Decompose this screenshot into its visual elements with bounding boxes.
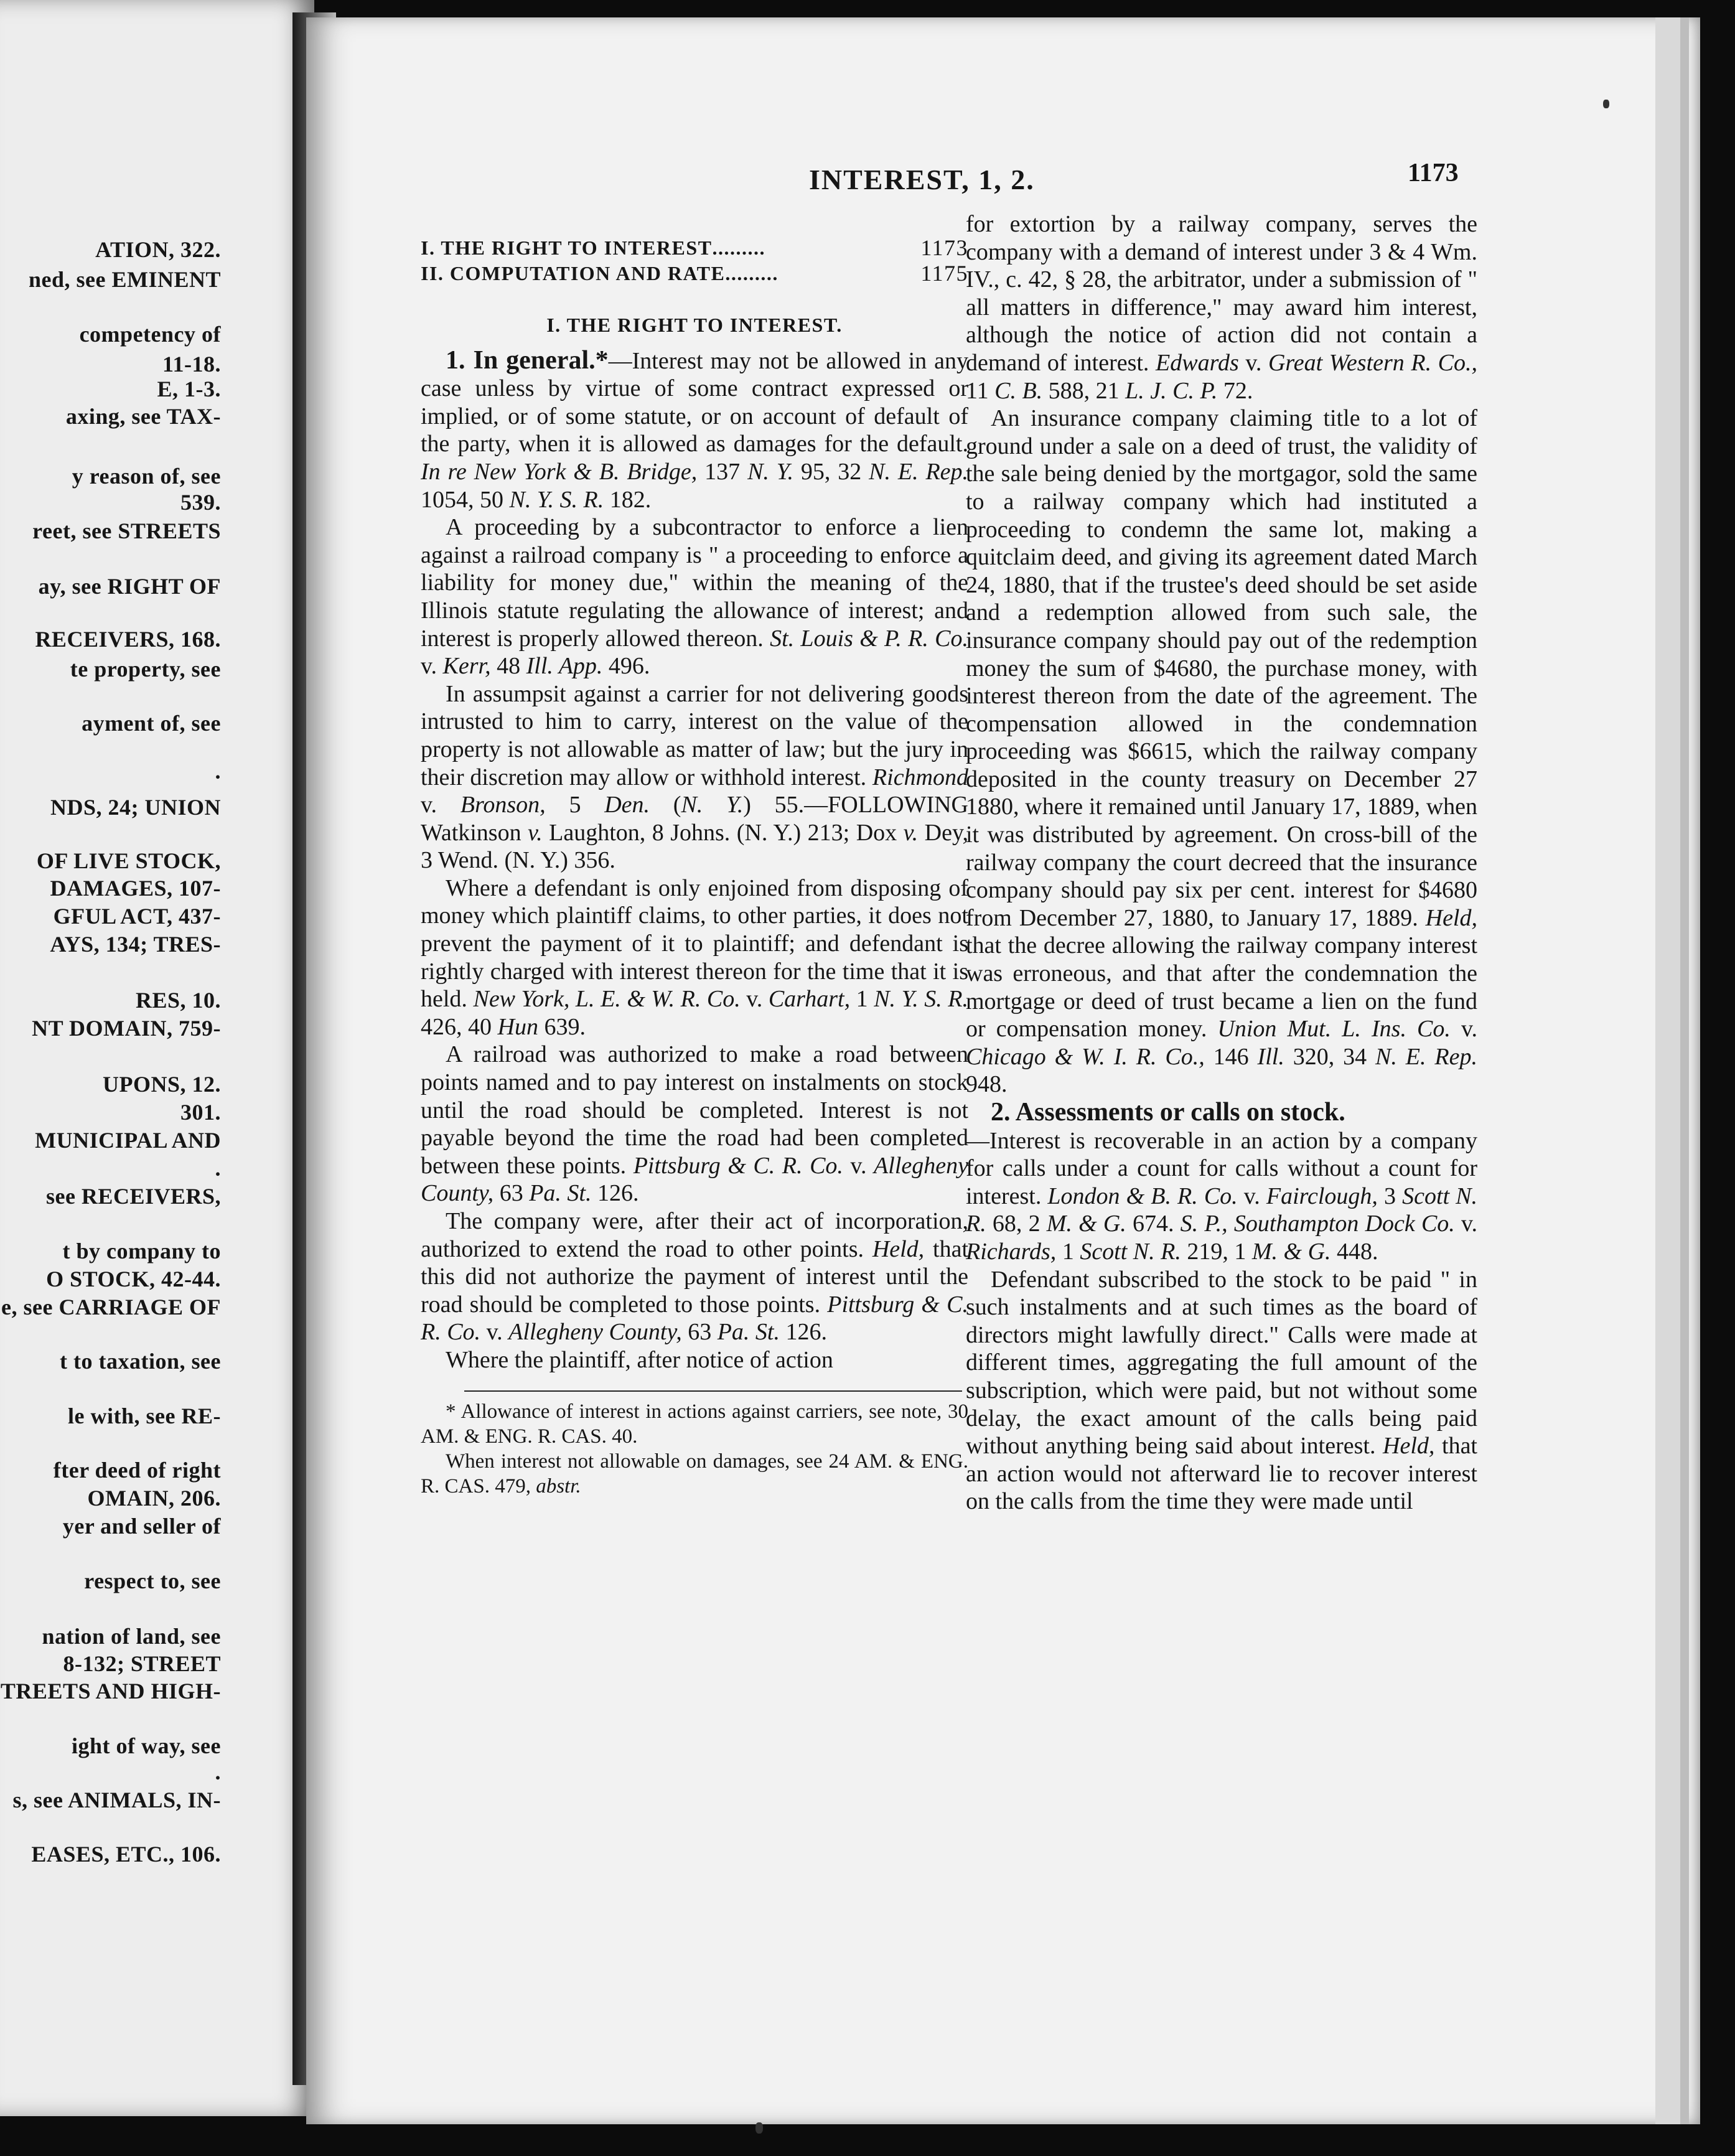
left-index-fragment: 11-18. — [162, 352, 221, 377]
text: 1 — [850, 986, 874, 1013]
text: 126. — [591, 1180, 639, 1207]
left-index-fragment: AYS, 134; TRES- — [50, 932, 221, 957]
toc-entry-title: II. COMPUTATION AND RATE — [421, 262, 726, 284]
left-index-fragment: s, see ANIMALS, IN- — [12, 1788, 221, 1812]
left-index-fragment: respect to, see — [84, 1568, 221, 1593]
citation: L. J. C. P. — [1125, 377, 1218, 404]
text: 320, 34 — [1284, 1043, 1376, 1070]
left-page-index-fragments — [0, 0, 314, 2116]
text: v. — [1450, 1016, 1478, 1043]
citation: N. E. Rep. — [1375, 1043, 1477, 1070]
text: 63 — [681, 1319, 718, 1346]
toc-entry-page: 1175 — [920, 261, 968, 286]
citation: C. B. — [994, 377, 1043, 404]
left-index-fragment: t by company to — [62, 1239, 221, 1263]
text: 219, 1 — [1181, 1238, 1252, 1265]
citation: M. & G. — [1046, 1211, 1126, 1237]
citation: Carhart, — [768, 986, 851, 1013]
page-edge — [1655, 17, 1680, 2124]
text: for extortion by a railway company, serves the company with a demand of interest under 3 & 4 Wm. IV., c. 42, § 28, the arbitrator, under a submission of " all matters in difference," may award him interest, although the notice of action did not contain a demand of interest. — [966, 211, 1477, 376]
citation: Pittsburg & C. R. Co. — [633, 1152, 843, 1179]
text: v. — [421, 792, 461, 818]
text: ) 55.—FOLLOWING Watkinson — [421, 792, 968, 846]
text: v. — [1237, 1183, 1266, 1209]
citation: N. Y. S. R. — [874, 986, 968, 1013]
left-index-fragment: ay, see RIGHT OF — [38, 574, 221, 599]
citation: N. Y. — [681, 792, 744, 818]
toc-entry — [421, 235, 968, 261]
text: 72. — [1217, 377, 1253, 404]
text: 426, 40 — [421, 1013, 498, 1040]
left-index-fragment: 301. — [180, 1100, 221, 1125]
left-index-fragment: TREETS AND HIGH- — [0, 1679, 221, 1704]
citation: Den. — [604, 792, 650, 818]
text: ( — [650, 792, 681, 818]
left-index-fragment: E, 1-3. — [157, 377, 221, 401]
left-index-fragment: ayment of, see — [82, 711, 221, 736]
paragraph — [421, 874, 968, 1041]
running-header: INTEREST, 1, 2. — [809, 164, 1035, 195]
text: 5 — [545, 792, 605, 818]
left-index-fragment: 8-132; STREET — [63, 1651, 221, 1676]
citation: Chicago & W. I. R. Co., — [966, 1043, 1205, 1070]
left-index-fragment: 539. — [180, 490, 221, 515]
left-index-fragment: . — [215, 759, 221, 784]
citation: Ill. — [1257, 1043, 1284, 1070]
paragraph — [421, 1207, 968, 1346]
citation: Pa. St. — [717, 1319, 780, 1346]
paragraph — [421, 513, 968, 680]
citation: v. — [528, 819, 543, 846]
citation: London & B. R. Co. — [1047, 1183, 1238, 1209]
left-index-fragment: RES, 10. — [135, 988, 221, 1013]
text: v. — [1238, 349, 1268, 376]
left-index-fragment: nation of land, see — [42, 1624, 221, 1649]
left-index-fragment: le with, see RE- — [68, 1404, 221, 1428]
left-index-fragment: yer and seller of — [62, 1514, 221, 1539]
citation: Allegheny County, — [421, 1152, 968, 1207]
left-index-fragment: . — [215, 1760, 221, 1784]
table-of-contents — [421, 235, 968, 286]
text: 146 — [1204, 1043, 1258, 1070]
citation: Ill. App. — [526, 653, 603, 680]
text: 182. — [604, 486, 652, 513]
page-edge-shadow — [1680, 17, 1689, 2124]
left-index-fragment: DAMAGES, 107- — [50, 876, 221, 901]
paragraph — [421, 1041, 968, 1207]
left-index-fragment: GFUL ACT, 437- — [53, 904, 221, 929]
citation: Allegheny County, — [508, 1319, 682, 1346]
left-index-fragment: EASES, ETC., 106. — [31, 1842, 221, 1867]
citation: Scott N. R. — [966, 1183, 1477, 1237]
left-index-fragment: RECEIVERS, 168. — [35, 627, 221, 652]
left-index-fragment: UPONS, 12. — [102, 1072, 221, 1097]
paragraph — [421, 347, 968, 514]
text: 95, 32 — [793, 458, 869, 485]
left-index-fragment: te property, see — [70, 657, 221, 682]
text: v. — [1454, 1211, 1478, 1237]
text: An insurance company claiming title to a lot of ground under a sale on a deed of trust, the validity of the sale being denied by the mortgagor, sold the same to a railway company which had instituted a proceeding to condemn the same lot, making a quitclaim deed, and giving its agreement dated March 24, 1880, that if the trustee's deed should be set aside and a redemption allowed from such sale, the insurance company should pay out of the redemption money the sum of $4680, the purchase money, with interest thereon from the date of the agreement. The compensation allowed in the condemnation proceeding was $6615, which the railway company deposited in the county treasury on December 27 1880, where it remained until January 17, 1889, when it was distributed by agreement. On cross-bill of the railway company the court decreed that the insurance company should pay six per cent. interest for $4680 from December 27, 1880, to January 17, 1889. — [966, 405, 1477, 931]
left-index-fragment: O STOCK, 42-44. — [46, 1267, 221, 1291]
left-index-fragment: ned, see EMINENT — [28, 267, 221, 292]
left-index-fragment: e, see CARRIAGE OF — [1, 1295, 221, 1319]
text: The company were, after their act of incorporation, authorized to extend the road to other points. — [421, 1208, 968, 1262]
paragraph — [966, 1127, 1477, 1266]
text: A railroad was authorized to make a road between points named and to pay interest on instalments on stock until the road should be completed. Interest is not payable beyond the time the road had been completed between these points. — [421, 1041, 968, 1179]
left-page — [0, 0, 314, 2116]
citation: Richards, — [966, 1238, 1057, 1265]
footnote — [421, 1449, 968, 1499]
text: v. — [740, 986, 769, 1013]
citation: Fairclough, — [1266, 1183, 1378, 1209]
toc-leader: ......... — [725, 262, 779, 284]
text: that an action would not afterward lie to recover interest on the calls from the time they were made until — [966, 1433, 1477, 1515]
paragraph — [966, 210, 1477, 405]
text: 639. — [538, 1013, 586, 1040]
text: 48 — [490, 653, 526, 680]
ink-speck — [755, 2122, 763, 2134]
citation: Bronson, — [460, 792, 546, 818]
footnote: * Allowance of interest in actions against carriers, see note, 30 AM. & ENG. R. CAS. 40. — [421, 1400, 968, 1448]
citation: M. & G. — [1251, 1238, 1331, 1265]
paragraph — [421, 680, 968, 874]
left-index-fragment: OF LIVE STOCK, — [36, 848, 221, 873]
citation: Union Mut. L. Ins. Co. — [1217, 1016, 1451, 1043]
left-index-fragment: fter deed of right — [53, 1458, 221, 1483]
text: 448. — [1330, 1238, 1378, 1265]
citation: Kerr, — [442, 653, 491, 680]
left-index-fragment: ight of way, see — [72, 1733, 221, 1758]
text: When interest not allowable on damages, see 24 AM. & ENG. R. CAS. 479, — [421, 1450, 968, 1497]
text: 63 — [493, 1180, 530, 1207]
text: that this did not authorize the payment of interest until the road should be completed to those points. — [421, 1235, 968, 1318]
text: 137 — [697, 458, 748, 485]
text: 3 — [1377, 1183, 1403, 1209]
citation: New York, L. E. & W. R. Co. — [473, 986, 741, 1013]
text: Dey, 3 Wend. (N. Y.) 356. — [421, 819, 968, 874]
citation: In re New York & B. Bridge, — [421, 458, 698, 485]
ink-speck — [1603, 100, 1609, 108]
paragraph: Where the plaintiff, after notice of action — [446, 1346, 833, 1373]
left-index-fragment: NT DOMAIN, 759- — [32, 1016, 221, 1041]
paragraph — [966, 405, 1477, 1099]
subsection-heading: 2. Assessments or calls on stock. — [991, 1098, 1345, 1127]
citation: abstr. — [536, 1474, 581, 1497]
left-index-fragment: see RECEIVERS, — [45, 1184, 221, 1209]
text: 496. — [602, 653, 650, 680]
paragraph — [966, 1099, 1477, 1127]
footnote-rule — [464, 1390, 962, 1392]
left-index-fragment: NDS, 24; UNION — [50, 795, 221, 820]
text: 1 — [1056, 1238, 1080, 1265]
text: 948. — [966, 1071, 1008, 1098]
text: Laughton, 8 Johns. (N. Y.) 213; Dox — [542, 819, 904, 846]
text: 588, 21 — [1042, 377, 1126, 404]
citation: Richmond — [872, 764, 968, 790]
section-title: I. THE RIGHT TO INTEREST. — [546, 314, 843, 336]
citation: Hun — [497, 1013, 538, 1040]
text: Where a defendant is only enjoined from disposing of money which plaintiff claims, to other parties, it does not prevent the payment of it to plaintiff; and defendant is rightly charged with interest thereon for the time that it is held. — [421, 874, 968, 1013]
toc-entry-page: 1173 — [920, 235, 968, 260]
text: 674. — [1126, 1211, 1181, 1237]
citation: N. Y. S. R. — [509, 486, 604, 513]
citation: v. — [903, 819, 919, 846]
held-marker: Held, — [1383, 1433, 1435, 1460]
text: v. — [480, 1319, 509, 1346]
citation: St. Louis & P. R. Co. — [770, 625, 968, 652]
text: v. — [421, 653, 443, 680]
text: In assumpsit against a carrier for not delivering goods intrusted to him to carry, interest on the value of the property is not allowable as matter of law; but the jury in their discretion may allow or withhold interest. — [421, 680, 968, 790]
left-index-fragment: . — [215, 1156, 221, 1181]
held-marker: Held, — [872, 1235, 925, 1262]
text-column-left — [421, 235, 968, 1499]
text: A proceeding by a subcontractor to enforce a lien against a railroad company is " a proceeding to enforce a liability for money due," within the meaning of the Illinois statute regulating the allowance of interest; and interest is properly allowed thereon. — [421, 514, 968, 652]
left-index-fragment: ATION, 322. — [95, 237, 221, 262]
citation: Edwards — [1156, 349, 1239, 376]
left-index-fragment: y reason of, see — [72, 464, 221, 489]
text: 1054, 50 — [421, 486, 510, 513]
left-index-fragment: OMAIN, 206. — [87, 1486, 221, 1511]
toc-leader: ......... — [712, 237, 765, 259]
citation: Pa. St. — [529, 1180, 592, 1207]
toc-entry — [421, 261, 968, 286]
text: —Interest may not be allowed in any case unless by virtue of some contract expressed or implied, or of some statute, or on account of default of the party, when it is allowed as damages for the default. — [421, 347, 969, 457]
citation: Scott N. R. — [1080, 1238, 1181, 1265]
text: —Interest is recoverable in an action by a company for calls under a count for calls without a count for interest. — [966, 1127, 1477, 1209]
left-index-fragment: competency of — [79, 322, 221, 347]
text-column-right — [966, 210, 1477, 1516]
citation: S. P., Southampton Dock Co. — [1180, 1211, 1455, 1237]
text: 11 — [966, 377, 995, 404]
text: 68, 2 — [986, 1211, 1047, 1237]
held-marker: Held, — [1425, 904, 1477, 931]
left-index-fragment: t to taxation, see — [60, 1349, 221, 1374]
paragraph — [966, 1266, 1477, 1516]
subsection-heading: 1. In general.* — [446, 345, 609, 375]
text: that the decree allowing the railway company interest was erroneous, and that after the condemnation the mortgage or deed of trust became a lien on the fund or compensation money. — [966, 932, 1477, 1043]
page-number: 1173 — [1408, 159, 1459, 187]
left-index-fragment: reet, see STREETS — [32, 518, 221, 543]
citation: Great Western R. Co., — [1268, 349, 1477, 376]
left-index-fragment: MUNICIPAL AND — [35, 1128, 221, 1153]
citation: N. Y. — [747, 458, 793, 485]
citation: N. E. Rep. — [869, 458, 969, 485]
text: Defendant subscribed to the stock to be paid " in such instalments and at such times as the board of directors might lawfully direct." Calls were made at different times, aggregating the full amount of the subscription, which were paid, but not without some delay, the exact amount of the calls being paid without anything being said about interest. — [966, 1266, 1477, 1460]
text: 126. — [780, 1319, 827, 1346]
toc-entry-title: I. THE RIGHT TO INTEREST — [421, 237, 713, 259]
left-index-fragment: axing, see TAX- — [65, 404, 221, 429]
citation: Pittsburg & C. R. Co. — [421, 1291, 968, 1346]
text: v. — [843, 1152, 874, 1179]
